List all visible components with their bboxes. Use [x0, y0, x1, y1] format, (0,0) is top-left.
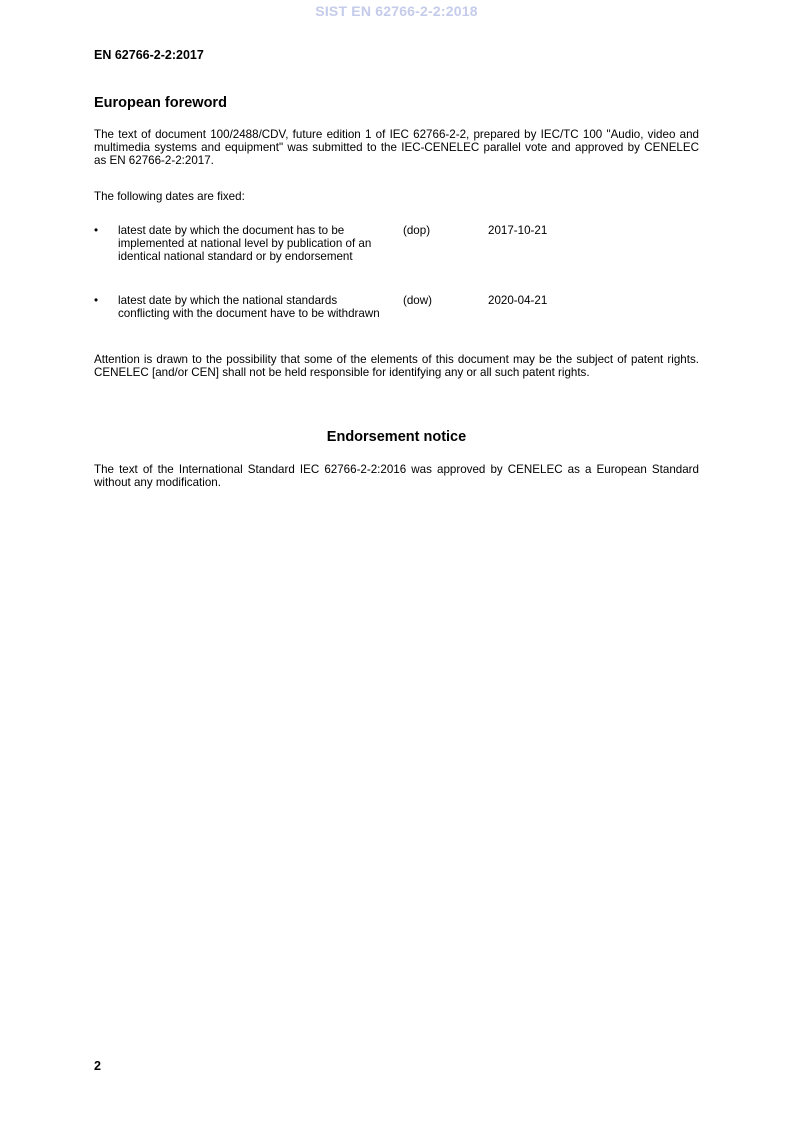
- dates-intro-paragraph: The following dates are fixed:: [94, 190, 245, 203]
- endorsement-paragraph: The text of the International Standard IEC 62766-2-2:2016 was approved by CENELEC as a European Standard without any modification.: [94, 463, 699, 489]
- watermark-header: SIST EN 62766-2-2:2018: [315, 3, 478, 19]
- bullet-icon: •: [94, 294, 99, 307]
- attention-paragraph: Attention is drawn to the possibility that some of the elements of this document may be the subject of patent rights. CENELEC [and/or CEN] shall not be held responsible for identifying any or all such patent rights.: [94, 353, 699, 379]
- date-item-description: latest date by which the national standards conflicting with the document have to be withdrawn: [118, 294, 380, 320]
- date-item-value: 2020-04-21: [488, 294, 548, 307]
- document-id: EN 62766-2-2:2017: [94, 48, 204, 62]
- date-item-code: (dow): [403, 294, 432, 307]
- date-item-description: latest date by which the document has to be implemented at national level by publication of an identical national standard or by endorsement: [118, 224, 372, 263]
- page-number: 2: [94, 1059, 101, 1073]
- date-item-code: (dop): [403, 224, 431, 237]
- foreword-intro-paragraph: The text of document 100/2488/CDV, future edition 1 of IEC 62766-2-2, prepared by IEC/TC 100 "Audio, video and multimedia systems and equipment" was submitted to the IEC-CENELEC parallel vote and approved by CENELEC as EN 62766-2-2:2017.: [94, 128, 699, 167]
- endorsement-heading: Endorsement notice: [326, 429, 467, 445]
- date-item-value: 2017-10-21: [488, 224, 548, 237]
- bullet-icon: •: [94, 224, 99, 237]
- foreword-heading: European foreword: [94, 95, 227, 111]
